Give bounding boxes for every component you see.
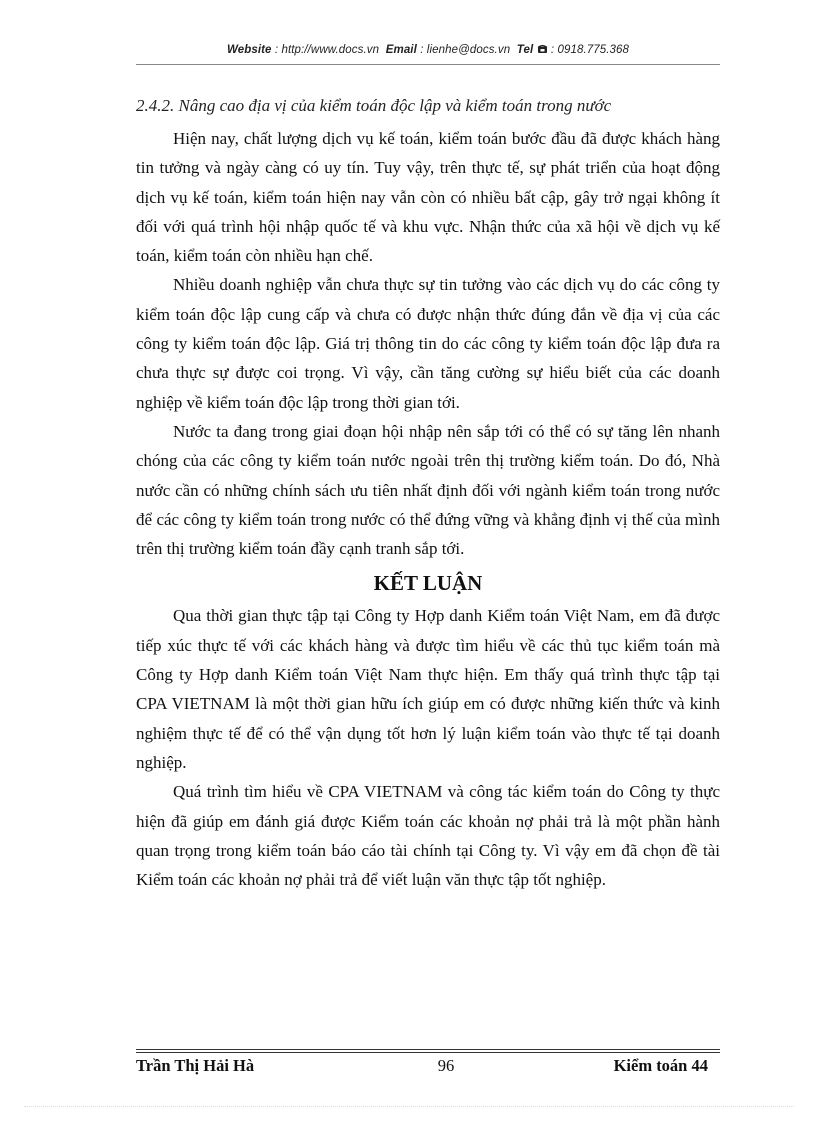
footer-divider — [136, 1049, 720, 1050]
conclusion-heading: KẾT LUẬN — [373, 571, 483, 596]
footer-author: Trần Thị Hải Hà — [136, 1056, 255, 1075]
footer-course: Kiểm toán 44 — [613, 1056, 708, 1075]
section-title: 2.4.2. Nâng cao địa vị của kiểm toán độc lập và kiểm toán trong nước — [136, 96, 612, 115]
paragraph: Quá trình tìm hiểu về CPA VIETNAM và công tác kiểm toán do Công ty thực hiện đã giúp em đánh giá được Kiểm toán các khoản nợ phải trả là một phần hành quan trọng trong kiểm toán báo cáo tài chính tại Công ty. Vì vậy em đã chọn đề tài Kiểm toán các khoản nợ phải trả để viết luận văn thực tập tốt nghiệp. — [136, 782, 720, 890]
paragraph: Hiện nay, chất lượng dịch vụ kế toán, kiểm toán bước đầu đã được khách hàng tin tưởng và ngày càng có uy tín. Tuy vậy, trên thực tế, sự phát triển của hoạt động dịch vụ kế toán, kiểm toán hiện nay vẫn còn có nhiều bất cập, gây trở ngại không ít đối với quá trình hội nhập quốc tế và khu vực. Nhận thức của xã hội về dịch vụ kế toán, kiểm toán còn nhiều hạn chế. — [136, 129, 720, 266]
website-value: : http://www.docs.vn — [274, 44, 380, 56]
page-bottom-border — [24, 1106, 794, 1107]
page-number: 96 — [437, 1056, 455, 1075]
page-header — [136, 44, 720, 57]
phone-icon — [537, 44, 548, 57]
email-value: : lienhe@docs.vn — [420, 44, 511, 56]
document-body — [136, 124, 720, 894]
email-label: Email — [385, 44, 417, 56]
paragraph: Qua thời gian thực tập tại Công ty Hợp danh Kiểm toán Việt Nam, em đã được tiếp xúc thực tế với các khách hàng và được tìm hiểu về các thủ tục kiểm toán mà Công ty Hợp danh Kiểm toán Việt Nam thực hiện. Em thấy quá trình thực tập tại CPA VIETNAM là một thời gian hữu ích giúp em có được những kiến thức và kinh nghiệm thực tế để có thể vận dụng tốt hơn lý luận kiểm toán vào thực tế tại doanh nghiệp. — [136, 606, 720, 772]
page-footer — [136, 1056, 720, 1076]
tel-value: : 0918.775.368 — [550, 44, 630, 56]
footer-divider — [136, 1052, 720, 1053]
header-divider — [136, 64, 720, 65]
paragraph: Nước ta đang trong giai đoạn hội nhập nên sắp tới có thể có sự tăng lên nhanh chóng của các công ty kiểm toán nước ngoài trên thị trường kiểm toán. Do đó, Nhà nước cần có những chính sách ưu tiên nhất định đối với ngành kiểm toán trong nước để các công ty kiểm toán trong nước có thể đứng vững và khẳng định vị thế của mình trên thị trường kiểm toán đầy cạnh tranh sắp tới. — [136, 421, 720, 559]
website-label: Website — [226, 44, 272, 56]
tel-label: Tel — [516, 44, 534, 56]
paragraph: Nhiều doanh nghiệp vẫn chưa thực sự tin tưởng vào các dịch vụ do các công ty kiểm toán độc lập cung cấp và chưa có được nhận thức đúng đắn về địa vị của các công ty kiểm toán độc lập. Giá trị thông tin do các công ty kiểm toán độc lập đưa ra chưa thực sự được coi trọng. Vì vậy, cần tăng cường sự hiểu biết của các doanh nghiệp về kiểm toán độc lập trong thời gian tới. — [136, 275, 720, 412]
